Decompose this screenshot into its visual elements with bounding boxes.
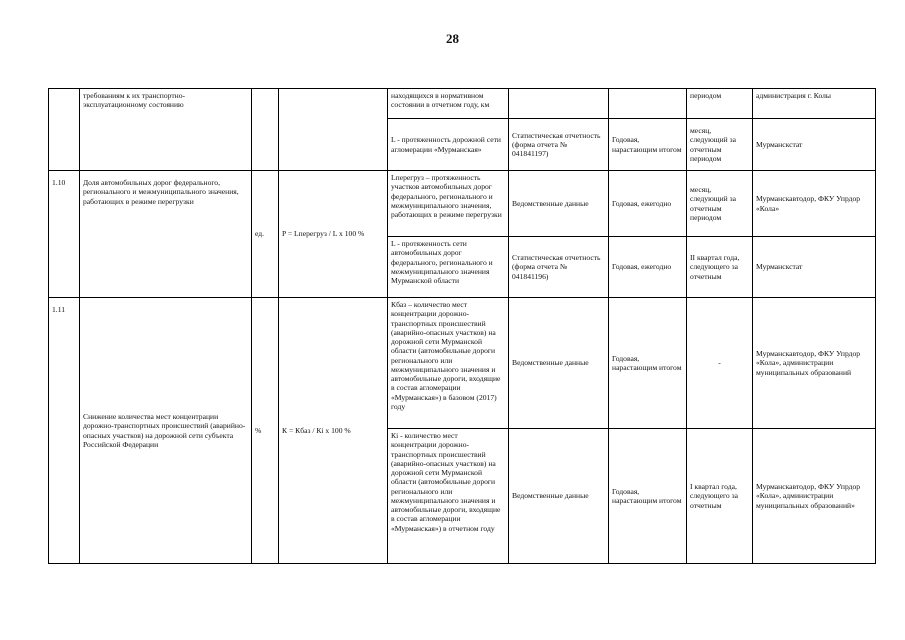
- responsible-cell: Мурманскстат: [753, 237, 876, 298]
- deadline-cell: -: [687, 298, 753, 429]
- page-number: 28: [446, 31, 459, 46]
- responsible-cell: Мурманскавтодор, ФКУ Упрдор «Кола», администрации муниципальных образований»: [753, 429, 876, 564]
- responsible-cell: администрация г. Колы: [753, 89, 876, 119]
- data-source-cell: Ведомственные данные: [509, 429, 609, 564]
- indicator-name-cell: требованиям к их транспортно-эксплуатационному состоянию: [80, 89, 252, 171]
- table-row: [49, 298, 876, 429]
- formula-cell: P = Lперегруз / L x 100 %: [279, 171, 388, 298]
- collection-period-cell: Годовая, ежегодно: [609, 237, 687, 298]
- deadline-cell: II квартал года, следующего за отчетным: [687, 237, 753, 298]
- variable-description-cell: L - протяженность сети автомобильных дорог федерального, регионального и межмуниципального значения Мурманской области: [388, 237, 509, 298]
- collection-period-cell: Годовая, нарастающим итогом: [609, 298, 687, 429]
- collection-period-cell: Годовая, ежегодно: [609, 171, 687, 237]
- variable-description-cell: Кбаз – количество мест концентрации дорожно-транспортных происшествий (аварийно-опасных участков) на дорожной сети Мурманской области (автомобильные дороги регионального или межмуниципального значения и автомобильные дороги, входящие в состав агломерации «Мурманская») в базовом (2017) году: [388, 298, 509, 429]
- row-number-cell: 1.10: [49, 171, 80, 298]
- responsible-cell: Мурманскавтодор, ФКУ Упрдор «Кола»: [753, 171, 876, 237]
- unit-cell: [252, 89, 279, 171]
- deadline-cell: периодом: [687, 89, 753, 119]
- data-source-cell: Ведомственные данные: [509, 298, 609, 429]
- responsible-cell: Мурманскстат: [753, 119, 876, 171]
- collection-period-cell: Годовая, нарастающим итогом: [609, 429, 687, 564]
- variable-description-cell: Кi - количество мест концентрации дорожно-транспортных происшествий (аварийно-опасных участков) на дорожной сети Мурманской области (автомобильные дороги регионального или межмуниципального значения и автомобильные дороги, входящие в состав агломерации «Мурманская») в отчетном году: [388, 429, 509, 564]
- data-source-cell: Статистическая отчетность (форма отчета № 041841197): [509, 119, 609, 171]
- table-row: [49, 89, 876, 119]
- unit-cell: ед.: [252, 171, 279, 298]
- indicator-name-cell: Доля автомобильных дорог федерального, регионального и межмуниципального значения, работающих в режиме перегрузки: [80, 171, 252, 298]
- collection-period-cell: [609, 89, 687, 119]
- data-source-cell: [509, 89, 609, 119]
- data-source-cell: Ведомственные данные: [509, 171, 609, 237]
- formula-cell: К = Кбаз / Кi x 100 %: [279, 298, 388, 564]
- variable-description-cell: находящихся в нормативном состоянии в отчетном году, км: [388, 89, 509, 119]
- deadline-cell: месяц, следующий за отчетным периодом: [687, 119, 753, 171]
- collection-period-cell: Годовая, нарастающим итогом: [609, 119, 687, 171]
- indicators-table: [48, 88, 876, 564]
- unit-cell: %: [252, 298, 279, 564]
- variable-description-cell: Lперегруз – протяженность участков автомобильных дорог федерального, регионального и межмуниципального значения, работающих в режиме перегрузки: [388, 171, 509, 237]
- deadline-cell: I квартал года, следующего за отчетным: [687, 429, 753, 564]
- deadline-cell: месяц, следующий за отчетным периодом: [687, 171, 753, 237]
- indicator-name-cell: Снижение количества мест концентрации дорожно-транспортных происшествий (аварийно-опасных участков) на дорожной сети субъекта Российской Федерации: [80, 298, 252, 564]
- table-row: [49, 171, 876, 237]
- variable-description-cell: L - протяженность дорожной сети агломерации «Мурманская»: [388, 119, 509, 171]
- formula-cell: [279, 89, 388, 171]
- data-source-cell: Статистическая отчетность (форма отчета № 041841196): [509, 237, 609, 298]
- responsible-cell: Мурманскавтодор, ФКУ Упрдор «Кола», администрации муниципальных образований: [753, 298, 876, 429]
- row-number-cell: 1.11: [49, 298, 80, 564]
- row-number-cell: [49, 89, 80, 171]
